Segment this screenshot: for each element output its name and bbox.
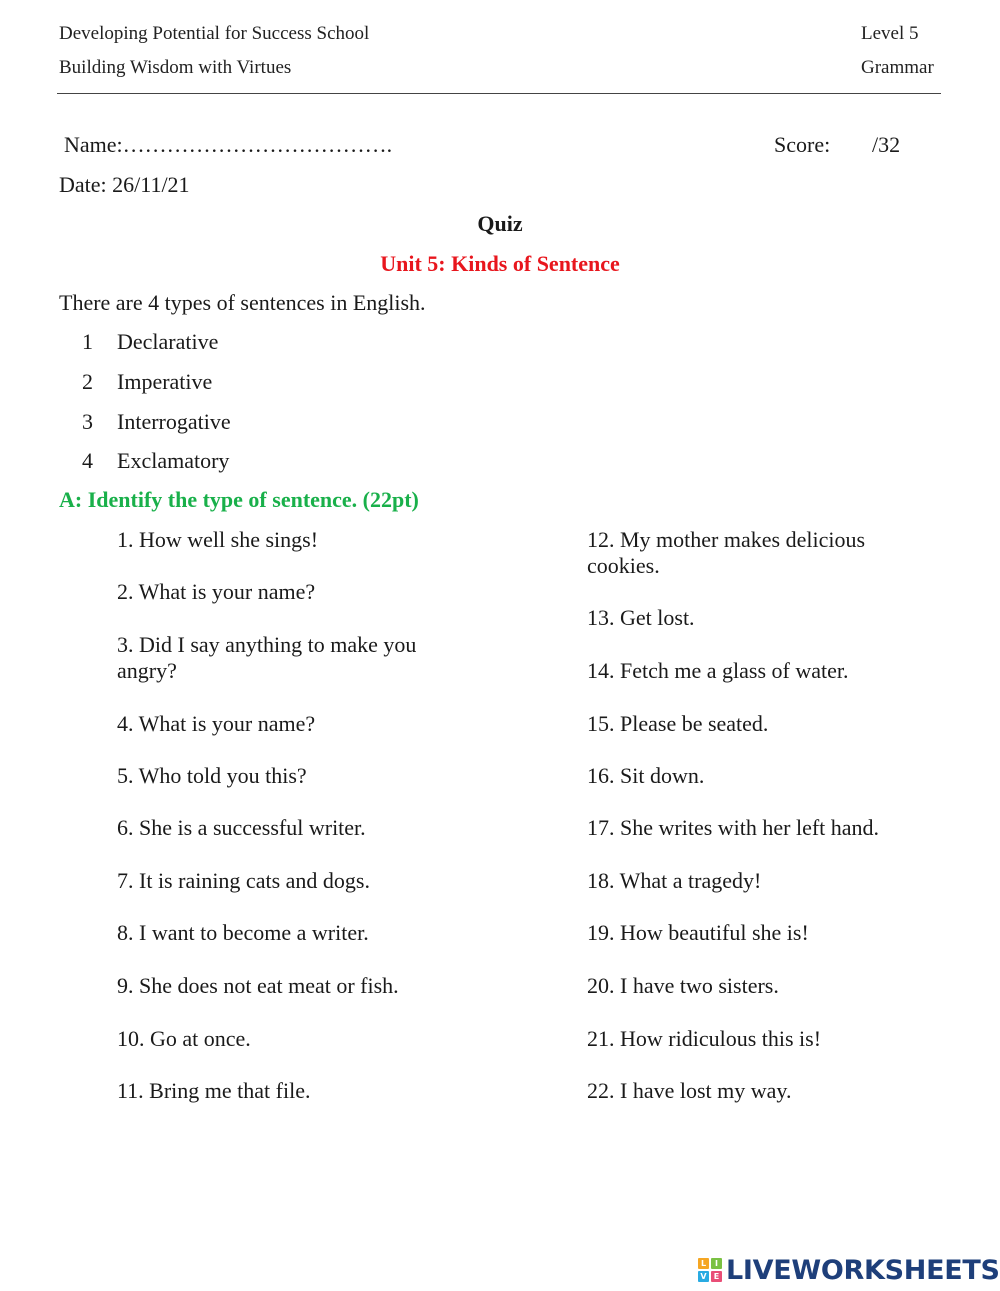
- section-a-heading: A: Identify the type of sentence. (22pt): [59, 487, 419, 512]
- question-item: 14. Fetch me a glass of water.: [587, 658, 849, 683]
- type-label: Declarative: [117, 329, 219, 354]
- liveworksheets-logo: [698, 1255, 1000, 1285]
- question-item: 3. Did I say anything to make you angry?: [117, 632, 417, 683]
- question-item: 18. What a tragedy!: [587, 868, 762, 893]
- logo-letter: V: [698, 1271, 709, 1282]
- type-label: Exclamatory: [117, 448, 230, 473]
- logo-mark-icon: [698, 1258, 722, 1282]
- type-number: 1: [82, 329, 93, 354]
- logo-letter: I: [711, 1258, 722, 1269]
- type-label: Imperative: [117, 369, 213, 394]
- date-label: Date: 26/11/21: [59, 172, 190, 197]
- question-item: 17. She writes with her left hand.: [587, 815, 880, 840]
- page-title: Quiz: [477, 211, 523, 236]
- unit-title: Unit 5: Kinds of Sentence: [380, 251, 620, 276]
- question-item: 19. How beautiful she is!: [587, 920, 809, 945]
- question-item: 13. Get lost.: [587, 605, 695, 630]
- question-item: 2. What is your name?: [117, 579, 316, 604]
- score-total: /32: [872, 132, 901, 157]
- question-item: 9. She does not eat meat or fish.: [117, 973, 399, 998]
- question-item: 11. Bring me that file.: [117, 1078, 311, 1103]
- subject-label: Grammar: [861, 57, 934, 78]
- question-item: 5. Who told you this?: [117, 763, 307, 788]
- type-label: Interrogative: [117, 409, 231, 434]
- question-item: 4. What is your name?: [117, 711, 316, 736]
- name-field: Name:……………………………….: [64, 132, 393, 157]
- score-label: Score:: [774, 132, 831, 157]
- intro-text: There are 4 types of sentences in English.: [59, 290, 426, 315]
- question-item: 20. I have two sisters.: [587, 973, 779, 998]
- question-item: 16. Sit down.: [587, 763, 705, 788]
- school-name: Developing Potential for Success School: [59, 23, 370, 44]
- question-item: 12. My mother makes delicious cookies.: [587, 527, 866, 578]
- header-divider: [57, 93, 941, 94]
- type-number: 2: [82, 369, 93, 394]
- question-item: 10. Go at once.: [117, 1026, 251, 1051]
- question-item: 7. It is raining cats and dogs.: [117, 868, 370, 893]
- question-item: 21. How ridiculous this is!: [587, 1026, 822, 1051]
- logo-letter: E: [711, 1271, 722, 1282]
- question-item: 15. Please be seated.: [587, 711, 769, 736]
- type-number: 3: [82, 409, 93, 434]
- logo-text: LIVEWORKSHEETS: [726, 1254, 1000, 1286]
- type-number: 4: [82, 448, 93, 473]
- school-motto: Building Wisdom with Virtues: [59, 57, 292, 78]
- question-item: 8. I want to become a writer.: [117, 920, 369, 945]
- question-item: 6. She is a successful writer.: [117, 815, 366, 840]
- question-item: 1. How well she sings!: [117, 527, 319, 552]
- level-label: Level 5: [861, 23, 919, 44]
- question-item: 22. I have lost my way.: [587, 1078, 792, 1103]
- logo-letter: L: [698, 1258, 709, 1269]
